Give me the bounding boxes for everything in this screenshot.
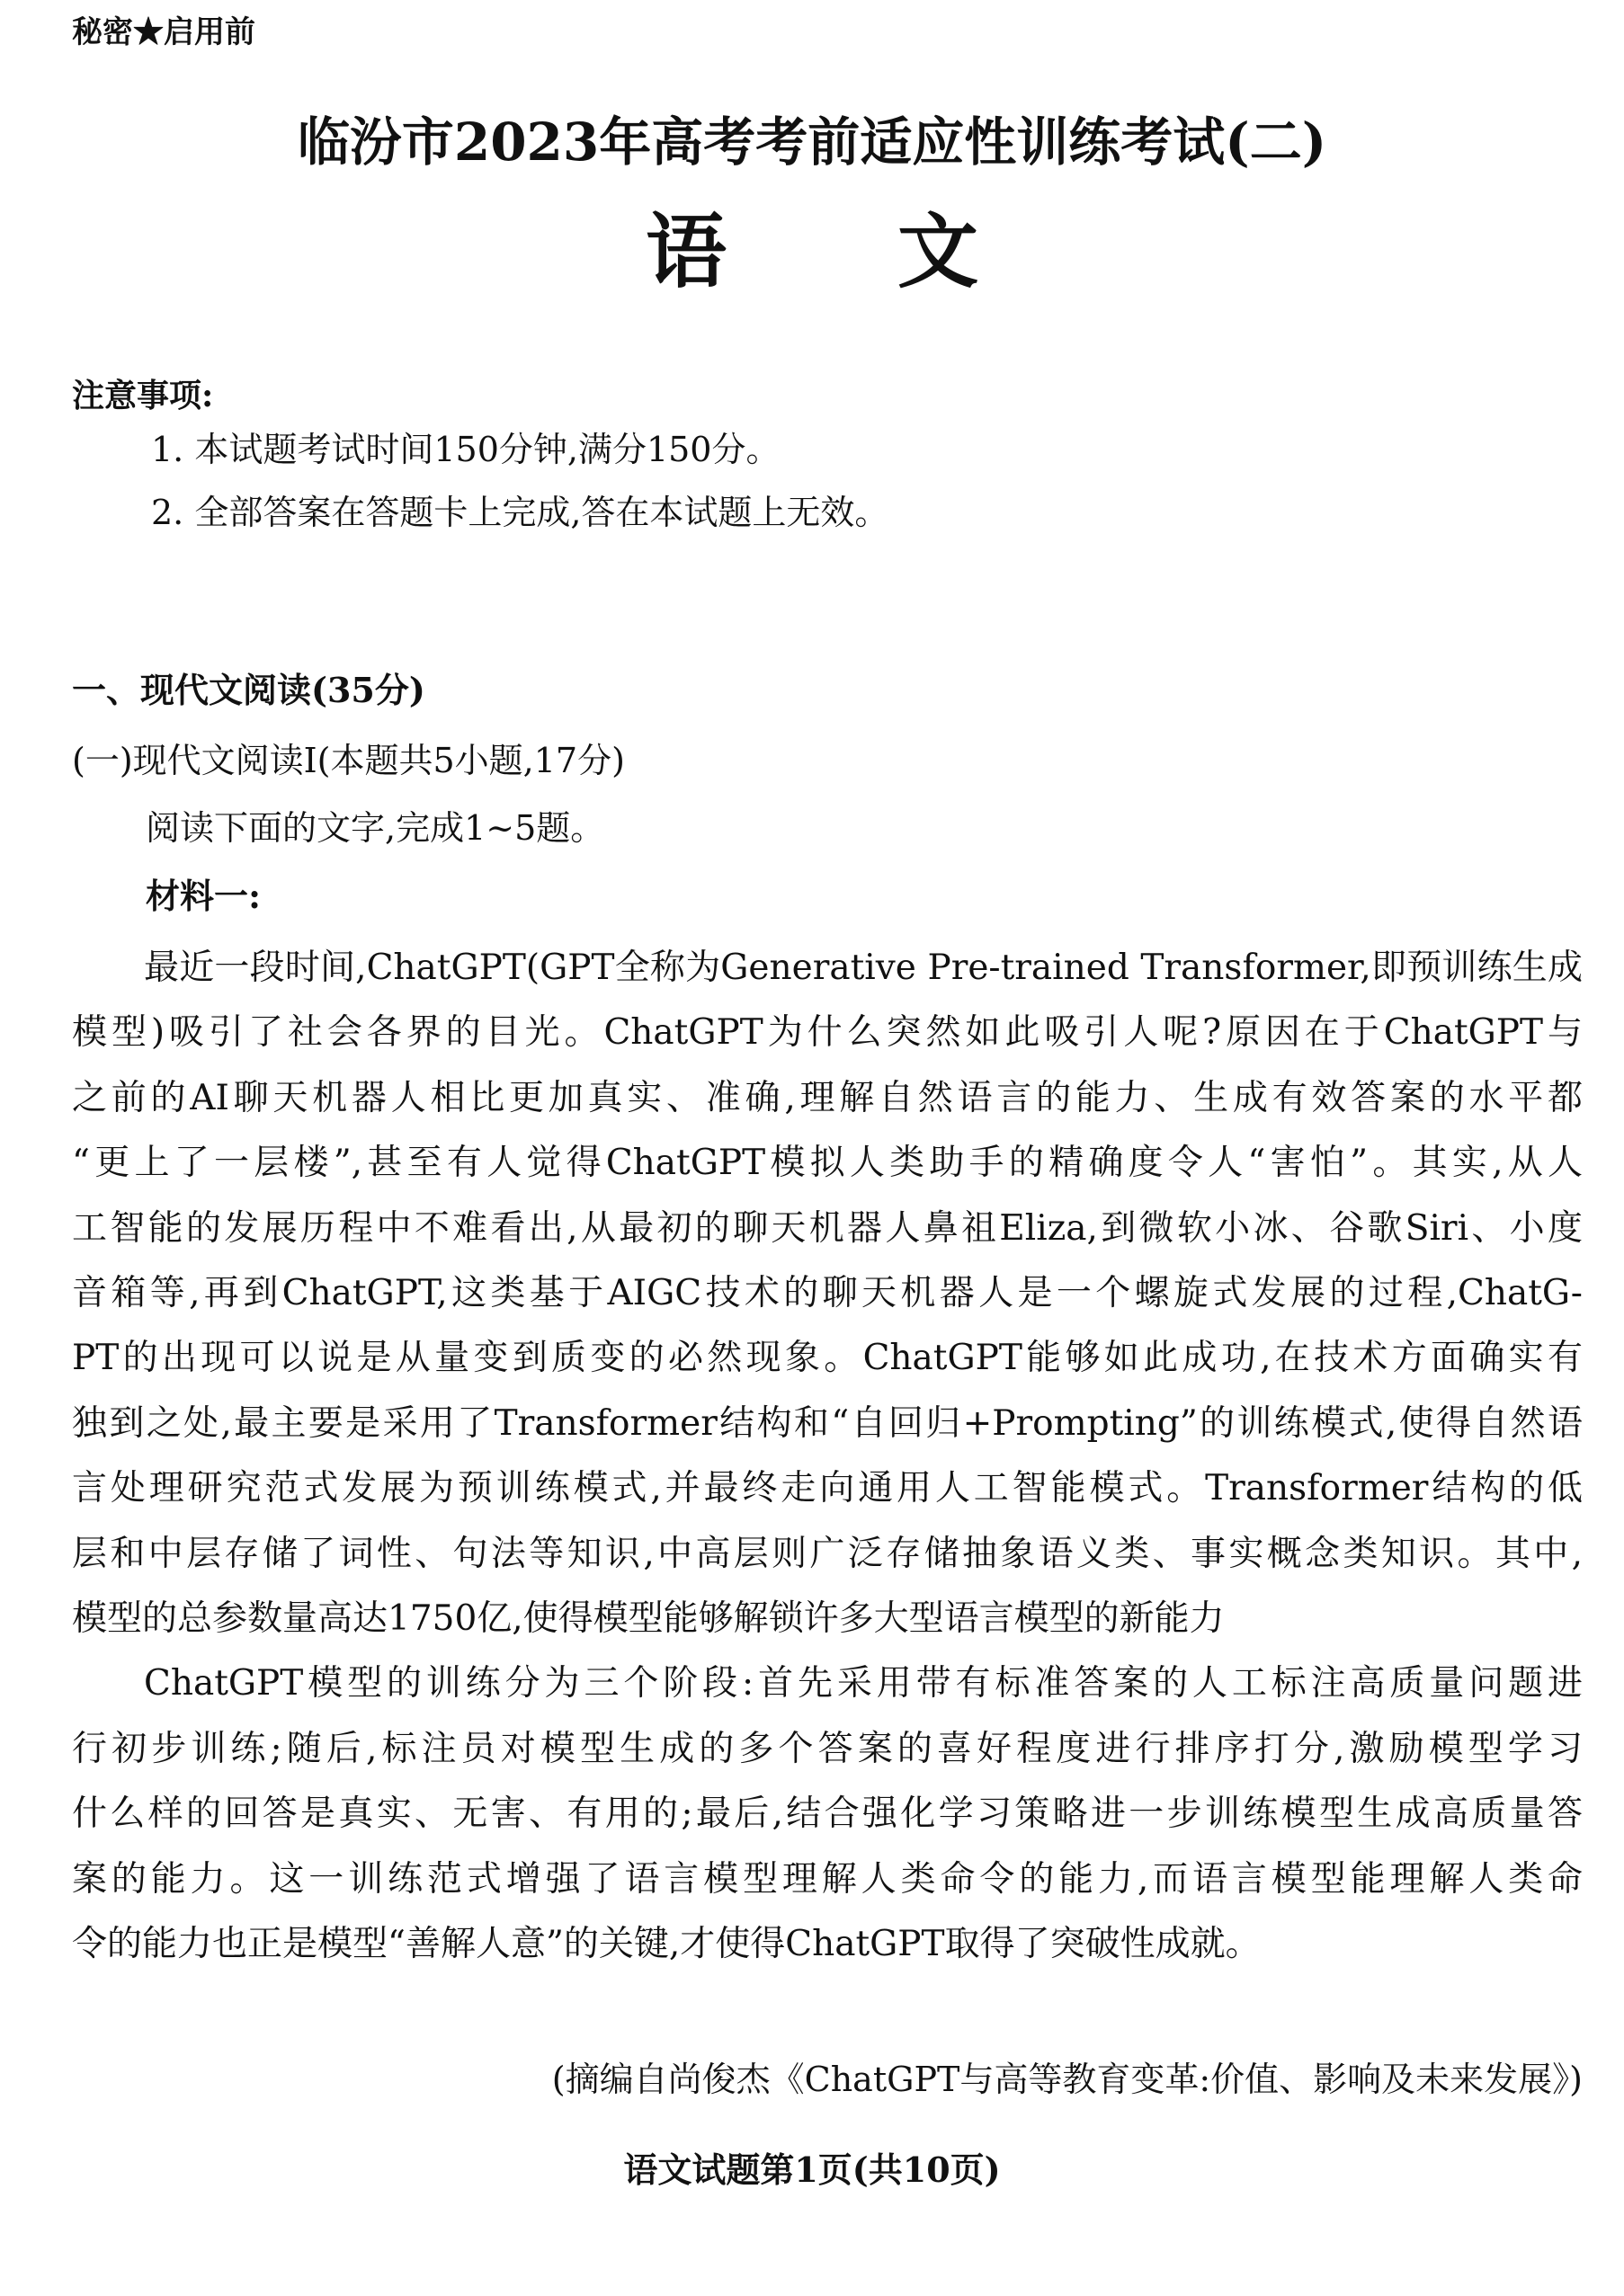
material-label: 材料一: (146, 876, 262, 916)
subject-title: 语文 (646, 204, 1149, 299)
notes-heading: 注意事项: (72, 377, 214, 414)
text-line: 行初步训练;随后,标注员对模型生成的多个答案的喜好程度进行排序打分,激励模型学习 (72, 1728, 1583, 1769)
text-line: PT的出现可以说是从量变到质变的必然现象。ChatGPT能够如此成功,在技术方面确实有 (72, 1338, 1583, 1379)
text-line: 案的能力。这一训练范式增强了语言模型理解人类命令的能力,而语言模型能理解人类命 (72, 1858, 1583, 1900)
note-item: 1. 本试题考试时间150分钟,满分150分。 (151, 430, 781, 469)
text-line: 模型的总参数量高达1750亿,使得模型能够解锁许多大型语言模型的新能力 (72, 1598, 1225, 1639)
text-line: 模型)吸引了社会各界的目光。ChatGPT为什么突然如此吸引人呢?原因在于ChatGPT与 (72, 1012, 1583, 1054)
text-line: 层和中层存储了词性、句法等知识,中高层则广泛存储抽象语义类、事实概念类知识。其中, (72, 1533, 1583, 1574)
section-subtitle: (一)现代文阅读Ⅰ(本题共5小题,17分) (72, 741, 625, 780)
citation: (摘编自尚俊杰《ChatGPT与高等教育变革:价值、影响及未来发展》) (551, 2060, 1583, 2099)
text-line: 令的能力也正是模型“善解人意”的关键,才使得ChatGPT取得了突破性成就。 (72, 1924, 1261, 1964)
text-line: “更上了一层楼”,甚至有人觉得ChatGPT模拟人类助手的精确度令人“害怕”。其实,从人 (72, 1143, 1583, 1184)
exam-title: 临汾市2023年高考考前适应性训练考试(二) (297, 111, 1327, 173)
note-item: 2. 全部答案在答题卡上完成,答在本试题上无效。 (151, 493, 889, 532)
instruction: 阅读下面的文字,完成1~5题。 (146, 808, 605, 848)
text-line: 音箱等,再到ChatGPT,这类基于AIGC技术的聊天机器人是一个螺旋式发展的过程,ChatG- (72, 1273, 1583, 1313)
page-footer: 语文试题第1页(共10页) (623, 2149, 1001, 2190)
text-line: ChatGPT模型的训练分为三个阶段:首先采用带有标准答案的人工标注高质量问题进 (144, 1663, 1583, 1704)
text-line: 独到之处,最主要是采用了Transformer结构和“自回归+Prompting”的训练模式,使得自然语 (72, 1402, 1583, 1444)
text-line: 言处理研究范式发展为预训练模式,并最终走向通用人工智能模式。Transformer结构的低 (72, 1468, 1583, 1509)
section-title: 一、现代文阅读(35分) (72, 670, 425, 710)
text-line: 最近一段时间,ChatGPT(GPT全称为Generative Pre-trained Transformer,即预训练生成 (144, 948, 1583, 988)
text-line: 工智能的发展历程中不难看出,从最初的聊天机器人鼻祖Eliza,到微软小冰、谷歌Siri、小度 (72, 1207, 1583, 1249)
text-line: 什么样的回答是真实、无害、有用的;最后,结合强化学习策略进一步训练模型生成高质量答 (72, 1793, 1583, 1835)
text-line: 之前的AI聊天机器人相比更加真实、准确,理解自然语言的能力、生成有效答案的水平都 (72, 1077, 1583, 1118)
confidential-label: 秘密★启用前 (72, 14, 255, 50)
